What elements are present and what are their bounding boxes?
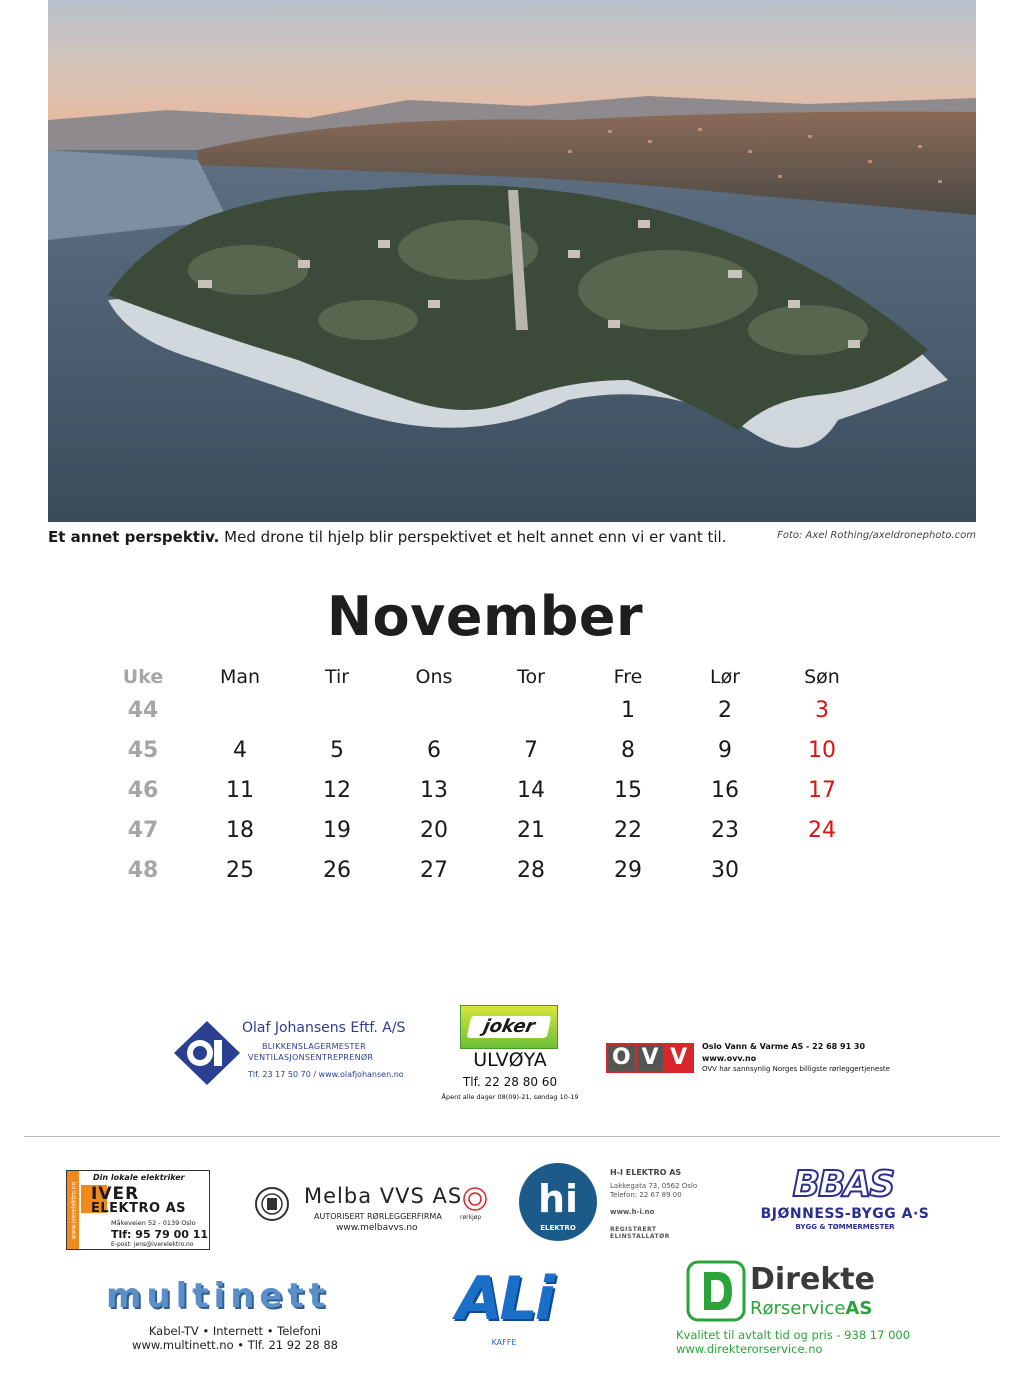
melba-web: www.melbavvs.no	[336, 1223, 418, 1233]
direkte-subname-b: AS	[845, 1298, 873, 1319]
photo-caption	[48, 528, 788, 546]
hi-sub: REGISTRERT ELINSTALLATØR	[610, 1226, 670, 1240]
bbas-sub: BYGG & TØMMERMESTER	[795, 1223, 895, 1231]
calendar-header-row	[95, 660, 875, 694]
rorkjop-label: rørkjøp	[460, 1214, 482, 1221]
direkte-logo-icon	[686, 1260, 746, 1322]
day-date: 29	[614, 858, 642, 883]
day-date: 6	[427, 738, 441, 763]
day-date: 15	[614, 778, 642, 803]
weekday-header: Man	[219, 666, 261, 688]
hi-logo-sub: ELEKTRO	[540, 1224, 576, 1232]
day-date: 4	[233, 738, 247, 763]
hi-logo-text: hi	[537, 1177, 579, 1221]
day-date: 18	[226, 818, 254, 843]
photo-credit: Foto: Axel Rothing/axeldronephoto.com	[777, 530, 976, 541]
day-date: 30	[711, 858, 739, 883]
day-date: 19	[323, 818, 351, 843]
hi-address: Lakkegata 73, 0562 Oslo	[610, 1182, 698, 1190]
header-photo	[48, 0, 976, 522]
multinett-logo: multinett	[106, 1276, 330, 1316]
hi-web: www.h-i.no	[610, 1208, 655, 1216]
day-date: 22	[614, 818, 642, 843]
sunday-date: 24	[808, 818, 836, 843]
separator-line	[24, 1136, 1000, 1137]
day-date: 11	[226, 778, 254, 803]
iver-address: Måkeveien 52 - 0139 Oslo	[111, 1219, 196, 1227]
hi-name: H-I ELEKTRO AS	[610, 1168, 682, 1177]
aerial-island-photo	[48, 0, 976, 522]
melba-name: Melba VVS AS	[304, 1184, 463, 1208]
sponsor-direkte-rorservice	[676, 1260, 911, 1360]
bbas-name: BJØNNESS-BYGG A·S	[760, 1206, 930, 1222]
calendar-week-row	[95, 854, 875, 888]
week-column-header: Uke	[122, 666, 164, 688]
multinett-services: Kabel-TV • Internett • Telefoni	[148, 1324, 322, 1338]
iver-name-2: ELEKTRO AS	[91, 1201, 186, 1216]
joker-hours: Åpent alle dager 08(09)-21, søndag 10-19	[441, 1093, 579, 1101]
iver-tagline: Din lokale elektriker	[93, 1173, 185, 1182]
bbas-logo: BBAS	[792, 1164, 894, 1205]
week-number: 45	[127, 738, 159, 763]
joker-logo-box	[460, 1005, 558, 1049]
weekday-header: Søn	[804, 666, 840, 688]
direkte-slogan: Kvalitet til avtalt tid og pris - 938 17 000	[676, 1328, 911, 1342]
ovv-logo	[606, 1043, 694, 1073]
iver-name-1: IVER	[91, 1184, 140, 1204]
day-date: 5	[330, 738, 344, 763]
weekday-header: Lør	[709, 666, 741, 688]
sponsor-ali-kaffe	[456, 1266, 552, 1356]
day-date: 13	[420, 778, 448, 803]
melba-sub: AUTORISERT RØRLEGGERFIRMA	[314, 1212, 442, 1221]
rorkjop-icon	[462, 1186, 488, 1212]
day-date: 21	[517, 818, 545, 843]
ovv-slogan: OVV har sannsynlig Norges billigste rørleggertjeneste	[702, 1065, 890, 1073]
direkte-subname	[750, 1298, 872, 1319]
joker-logo-text: joker	[467, 1016, 552, 1038]
month-title: November	[326, 585, 644, 648]
day-date: 26	[323, 858, 351, 883]
week-number: 44	[127, 698, 159, 723]
olaf-diamond-logo	[172, 1020, 242, 1086]
direkte-name: Direkte	[750, 1262, 875, 1297]
ovv-web: www.ovv.no	[702, 1054, 757, 1063]
sponsor-multinett	[100, 1276, 370, 1356]
ovv-logo-v1: V	[637, 1045, 664, 1071]
day-date: 16	[711, 778, 739, 803]
caption-text: Med drone til hjelp blir perspektivet et helt annet enn vi er vant til.	[219, 528, 727, 546]
week-number: 46	[127, 778, 159, 803]
day-date: 7	[524, 738, 538, 763]
day-date: 9	[718, 738, 732, 763]
caption-title: Et annet perspektiv.	[48, 528, 220, 546]
joker-phone: Tlf. 22 28 80 60	[462, 1075, 558, 1089]
hi-elektro-logo	[518, 1162, 598, 1242]
ovv-name: Oslo Vann & Varme AS - 22 68 91 30	[702, 1042, 866, 1051]
day-date: 27	[420, 858, 448, 883]
iver-email: E-post: jens@iverelektro.no	[111, 1241, 194, 1248]
multinett-contact: www.multinett.no • Tlf. 21 92 28 88	[132, 1338, 338, 1352]
day-date: 28	[517, 858, 545, 883]
ovv-logo-v2: V	[665, 1045, 692, 1071]
sponsor-bjonness-bygg	[750, 1166, 940, 1236]
direkte-subname-a: Rørservice	[750, 1298, 846, 1319]
sponsor-olaf-johansens	[172, 1018, 422, 1086]
sponsor-ovv	[606, 1040, 906, 1080]
week-number: 48	[127, 858, 159, 883]
olaf-line2: VENTILASJONSENTREPRENØR	[248, 1053, 374, 1062]
day-date: 25	[226, 858, 254, 883]
sponsor-hi-elektro	[518, 1162, 718, 1242]
sponsor-iver-elektro	[66, 1170, 210, 1250]
sponsor-joker	[440, 1005, 580, 1105]
calendar-week-row	[95, 694, 875, 728]
ali-sub: KAFFE	[491, 1338, 517, 1347]
ali-logo: ALi	[456, 1264, 553, 1334]
calendar-week-row	[95, 734, 875, 768]
day-date: 20	[420, 818, 448, 843]
sunday-date: 17	[808, 778, 836, 803]
weekday-header: Tir	[324, 666, 350, 688]
olaf-line1: BLIKKENSLAGERMESTER	[262, 1042, 366, 1051]
iver-phone: Tlf: 95 79 00 11	[111, 1228, 209, 1241]
week-number: 47	[127, 818, 159, 843]
day-date: 2	[718, 698, 732, 723]
weekday-header: Tor	[517, 666, 545, 688]
day-date: 1	[621, 698, 635, 723]
day-date: 14	[517, 778, 545, 803]
melba-emblem-icon	[254, 1186, 290, 1222]
hi-phone: Telefon: 22 67 89 00	[610, 1191, 682, 1199]
weekday-header: Fre	[613, 666, 643, 688]
olaf-contact: Tlf. 23 17 50 70 / www.olafjohansen.no	[248, 1070, 404, 1079]
joker-place: ULVØYA	[473, 1049, 547, 1071]
day-date: 8	[621, 738, 635, 763]
sponsor-melba-vvs	[254, 1184, 494, 1234]
sunday-date: 10	[808, 738, 836, 763]
iver-side-text: www.iverelektro.no	[70, 1181, 78, 1240]
ovv-logo-o: O	[608, 1045, 635, 1071]
day-date: 12	[323, 778, 351, 803]
day-date: 23	[711, 818, 739, 843]
calendar-week-row	[95, 814, 875, 848]
direkte-web: www.direkterorservice.no	[676, 1342, 823, 1356]
olaf-name: Olaf Johansens Eftf. A/S	[242, 1020, 406, 1036]
weekday-header: Ons	[415, 666, 453, 688]
calendar-week-row	[95, 774, 875, 808]
sunday-date: 3	[815, 698, 829, 723]
